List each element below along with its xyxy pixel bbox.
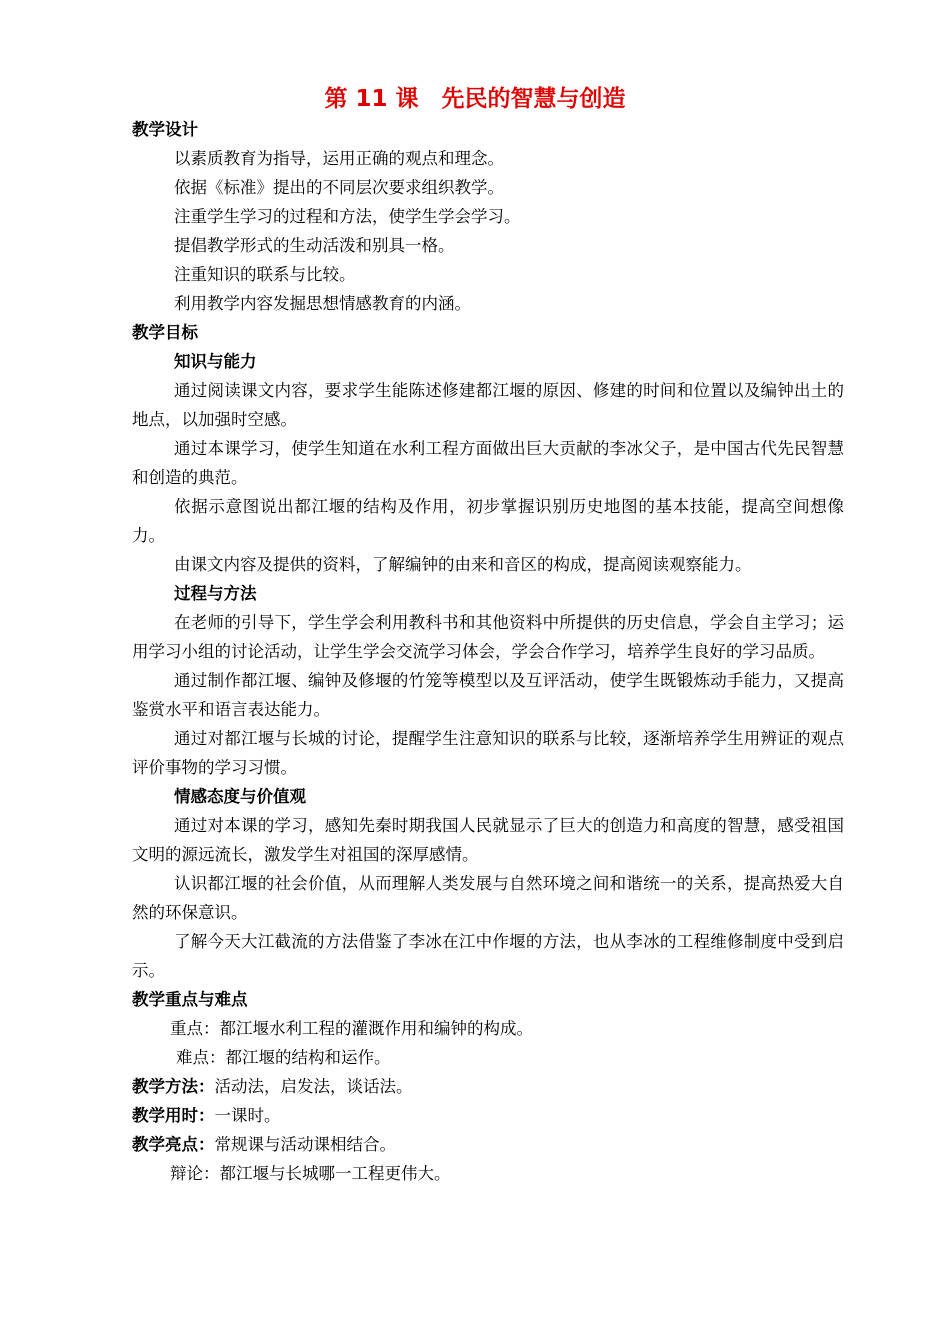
design-item: 注重学生学习的过程和方法，使学生学会学习。: [174, 207, 521, 226]
knowledge-paragraph: 由课文内容及提供的资料，了解编钟的由来和音区的构成，提高阅读观察能力。: [174, 555, 752, 574]
subheading-emotion: 情感态度与价值观: [174, 787, 306, 806]
process-paragraph: 在老师的引导下，学生学会利用教科书和其他资料中所提供的历史信息，学会自主学习；运用学习小组的讨论活动，让学生学会交流学习体会，学会合作学习，培养学生良好的学习品质。: [132, 613, 844, 661]
emotion-paragraph: 通过对本课的学习，感知先秦时期我国人民就显示了巨大的创造力和高度的智慧，感受祖国文明的源远流长，激发学生对祖国的深厚感情。: [132, 816, 844, 864]
design-item: 提倡教学形式的生动活泼和别具一格。: [174, 236, 455, 255]
design-item: 依据《标准》提出的不同层次要求组织教学。: [174, 178, 504, 197]
section-heading-design: 教学设计: [132, 120, 198, 139]
debate-line: 辩论：都江堰与长城哪一工程更伟大。: [170, 1164, 451, 1183]
design-item: 以素质教育为指导，运用正确的观点和理念。: [174, 149, 504, 168]
difficult-point: 难点：都江堰的结构和运作。: [176, 1048, 391, 1067]
section-heading-goals: 教学目标: [132, 323, 198, 342]
page-title: 第 11 课 先民的智慧与创造: [324, 86, 626, 112]
highlight-row: [132, 1130, 844, 1159]
subheading-process: 过程与方法: [174, 584, 257, 603]
duration-row: [132, 1101, 844, 1130]
emotion-paragraph: 认识都江堰的社会价值，从而理解人类发展与自然环境之间和谐统一的关系，提高热爱大自然的环保意识。: [132, 874, 844, 922]
process-paragraph: 通过对都江堰与长城的讨论，提醒学生注意知识的联系与比较，逐渐培养学生用辨证的观点评价事物的学习习惯。: [132, 729, 844, 777]
knowledge-paragraph: 通过阅读课文内容，要求学生能陈述修建都江堰的原因、修建的时间和位置以及编钟出土的地点，以加强时空感。: [132, 381, 844, 429]
knowledge-paragraph: 通过本课学习，使学生知道在水利工程方面做出巨大贡献的李冰父子，是中国古代先民智慧和创造的典范。: [132, 439, 844, 487]
design-item: 利用教学内容发掘思想情感教育的内涵。: [174, 294, 471, 313]
duration-label: 教学用时：: [132, 1106, 215, 1125]
method-row: [132, 1072, 844, 1101]
method-label: 教学方法：: [132, 1077, 215, 1096]
highlight-value: 常规课与活动课相结合。: [214, 1135, 396, 1154]
knowledge-paragraph: 依据示意图说出都江堰的结构及作用，初步掌握识别历史地图的基本技能，提高空间想像力。: [132, 497, 844, 545]
process-paragraph: 通过制作都江堰、编钟及修堰的竹笼等模型以及互评活动，使学生既锻炼动手能力，又提高鉴赏水平和语言表达能力。: [132, 671, 844, 719]
key-point: 重点：都江堰水利工程的灌溉作用和编钟的构成。: [170, 1019, 533, 1038]
emotion-paragraph: 了解今天大江截流的方法借鉴了李冰在江中作堰的方法，也从李冰的工程维修制度中受到启示。: [132, 932, 844, 980]
method-value: 活动法，启发法，谈话法。: [214, 1077, 413, 1096]
document-body: [132, 115, 844, 1188]
duration-value: 一课时。: [214, 1106, 281, 1125]
highlight-label: 教学亮点：: [132, 1135, 215, 1154]
design-item: 注重知识的联系与比较。: [174, 265, 356, 284]
subheading-knowledge: 知识与能力: [174, 352, 257, 371]
section-heading-keypoints: 教学重点与难点: [132, 990, 248, 1009]
